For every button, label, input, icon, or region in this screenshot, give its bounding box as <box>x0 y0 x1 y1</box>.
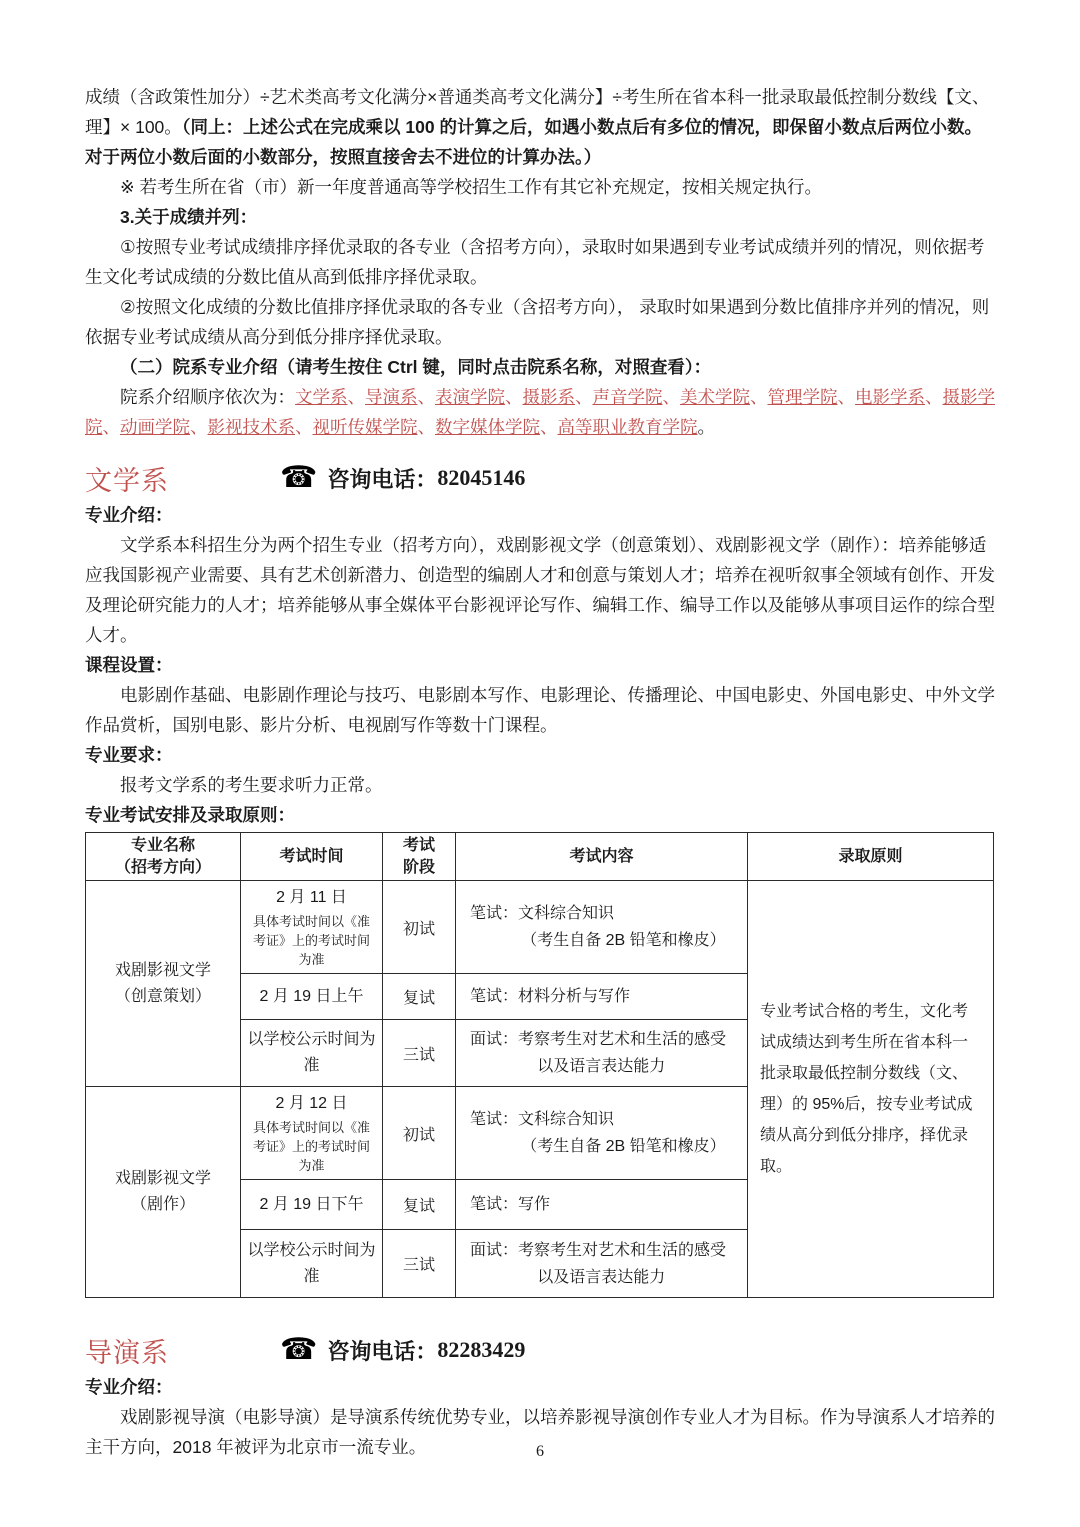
stage-cell: 复试 <box>383 1180 456 1230</box>
literature-requirement-heading: 专业要求： <box>85 745 173 765</box>
dept-link-14[interactable]: 高等职业教育学院 <box>557 417 698 437</box>
dept-link-separator: 、 <box>505 387 523 407</box>
literature-courses-text: 电影剧作基础、电影剧作理论与技巧、电影剧本写作、电影理论、传播理论、中国电影史、外国电影史、中外文学作品赏析，国别电影、影片分析、电视剧写作等数十门课程。 <box>85 685 995 735</box>
time-cell: 以学校公示时间为准 <box>241 1020 383 1087</box>
dept-link-separator: 、 <box>417 417 435 437</box>
page-number: 6 <box>536 1443 544 1460</box>
dept-link-separator: 、 <box>347 387 365 407</box>
dept-link-separator: 、 <box>295 417 313 437</box>
literature-requirement-text: 报考文学系的考生要求听力正常。 <box>120 775 383 795</box>
dept-link-4[interactable]: 摄影系 <box>522 387 575 407</box>
supplementary-note: ※ 若考生所在省（市）新一年度普通高等学校招生工作有其它补充规定，按相关规定执行。 <box>120 177 823 197</box>
telephone-icon: ☎ <box>280 1333 318 1366</box>
tie-score-point-1: ①按照专业考试成绩排序择优录取的各专业（含招考方向），录取时如果遇到专业考试成绩并列的情况，则依据考生文化考试成绩的分数比值从高到低排序择优录取。 <box>85 237 985 287</box>
content-cell: 面试：考察考生对艺术和生活的感受以及语言表达能力 <box>456 1020 748 1087</box>
dept-list-terminator: 。 <box>697 417 715 437</box>
formula-note-bold: （同上：上述公式在完成乘以 100 的计算之后，如遇小数点后有多位的情况，即保留小数点后两位小数。对于两位小数后面的小数部分，按照直接舍去不进位的计算办法。） <box>85 117 982 167</box>
directing-phone-number: 82283429 <box>437 1337 526 1362</box>
header-exam-stage: 考试 阶段 <box>383 833 456 881</box>
dept-link-separator: 、 <box>417 387 435 407</box>
dept-link-separator: 、 <box>540 417 558 437</box>
exam-arrangement-table <box>85 832 994 1298</box>
dept-link-7[interactable]: 管理学院 <box>767 387 838 407</box>
dept-link-9[interactable]: 摄影学院 <box>85 387 995 437</box>
header-admission-principle: 录取原则 <box>748 833 994 881</box>
literature-courses-heading: 课程设置： <box>85 655 173 675</box>
time-cell: 2 月 19 日上午 <box>241 974 383 1020</box>
dept-link-6[interactable]: 美术学院 <box>680 387 750 407</box>
literature-exam-heading: 专业考试安排及录取原则： <box>85 805 295 825</box>
dept-list-label: 院系介绍顺序依次为： <box>120 387 295 407</box>
content-cell: 笔试：材料分析与写作 <box>456 974 748 1020</box>
dept-link-separator: 、 <box>575 387 593 407</box>
time-cell: 2 月 12 日 具体考试时间以《准考证》上的考试时间为准 <box>241 1087 383 1180</box>
literature-phone-number: 82045146 <box>437 465 526 490</box>
table-header-row <box>86 833 994 881</box>
directing-dept-header <box>85 1328 995 1372</box>
stage-cell: 三试 <box>383 1230 456 1298</box>
literature-intro-text: 文学系本科招生分为两个招生专业（招考方向），戏剧影视文学（创意策划）、戏剧影视文学（剧作）：培养能够适应我国影视产业需要、具有艺术创新潜力、创造型的编剧人才和创意与策划人才；培养在视听叙事全领域有创作、开发及理论研究能力的人才；培养能够从事全媒体平台影视评论写作、编辑工作、编导工作以及能够从事项目运作的综合型人才。 <box>85 535 995 645</box>
stage-cell: 初试 <box>383 881 456 974</box>
table-row <box>86 881 994 974</box>
stage-cell: 初试 <box>383 1087 456 1180</box>
dept-link-8[interactable]: 电影学系 <box>855 387 925 407</box>
time-cell: 2 月 19 日下午 <box>241 1180 383 1230</box>
dept-link-5[interactable]: 声音学院 <box>592 387 663 407</box>
formula-text: 成绩（含政策性加分）÷艺术类高考文化满分×普通类高考文化满分】÷考生所在省本科一批录取最低控制分数线【文、理】× 100。 <box>85 87 990 137</box>
directing-dept-title: 导演系 <box>85 1337 169 1368</box>
dept-link-separator: 、 <box>102 417 120 437</box>
stage-cell: 三试 <box>383 1020 456 1087</box>
dept-link-11[interactable]: 影视技术系 <box>207 417 295 437</box>
literature-phone-label: 咨询电话： <box>327 466 438 492</box>
dept-link-separator: 、 <box>190 417 208 437</box>
directing-intro-text: 戏剧影视导演（电影导演）是导演系传统优势专业，以培养影视导演创作专业人才为目标。作为导演系人才培养的主干方向，2018 年被评为北京市一流专业。 <box>85 1407 995 1457</box>
tie-score-point-2: ②按照文化成绩的分数比值排序择优录取的各专业（含招考方向）， 录取时如果遇到分数比值排序并列的情况，则依据专业考试成绩从高分到低分排序择优录取。 <box>85 297 990 347</box>
dept-link-1[interactable]: 文学系 <box>295 387 348 407</box>
literature-intro-heading: 专业介绍： <box>85 505 173 525</box>
dept-link-separator: 、 <box>750 387 768 407</box>
directing-phone-label: 咨询电话： <box>327 1338 438 1364</box>
dept-link-2[interactable]: 导演系 <box>365 387 418 407</box>
tie-score-heading: 3.关于成绩并列： <box>120 207 258 227</box>
literature-dept-title: 文学系 <box>85 465 169 496</box>
program-cell-creative: 戏剧影视文学 （创意策划） <box>86 881 241 1087</box>
content-cell: 笔试：文科综合知识 （考生自备 2B 铅笔和橡皮） <box>456 881 748 974</box>
dept-link-12[interactable]: 视听传媒学院 <box>312 417 418 437</box>
directing-intro-heading: 专业介绍： <box>85 1377 173 1397</box>
content-cell: 笔试：文科综合知识 （考生自备 2B 铅笔和橡皮） <box>456 1087 748 1180</box>
dept-list-paragraph <box>85 382 995 442</box>
header-exam-time: 考试时间 <box>241 833 383 881</box>
dept-link-13[interactable]: 数字媒体学院 <box>435 417 540 437</box>
telephone-icon: ☎ <box>280 461 318 494</box>
dept-link-separator: 、 <box>925 387 943 407</box>
admission-principle-cell: 专业考试合格的考生，文化考试成绩达到考生所在省本科一批录取最低控制分数线（文、理）的 95%后，按专业考试成绩从高分到低分排序，择优录取。 <box>748 881 994 1298</box>
dept-link-3[interactable]: 表演学院 <box>435 387 505 407</box>
literature-dept-header <box>85 456 995 500</box>
header-exam-content: 考试内容 <box>456 833 748 881</box>
header-program: 专业名称 （招考方向） <box>86 833 241 881</box>
time-cell: 以学校公示时间为准 <box>241 1230 383 1298</box>
dept-link-separator: 、 <box>837 387 855 407</box>
dept-link-10[interactable]: 动画学院 <box>120 417 190 437</box>
section2-heading: （二）院系专业介绍（请考生按住 Ctrl 键，同时点击院系名称，对照查看）： <box>120 357 712 377</box>
dept-link-separator: 、 <box>662 387 680 407</box>
stage-cell: 复试 <box>383 974 456 1020</box>
content-cell: 面试：考察考生对艺术和生活的感受以及语言表达能力 <box>456 1230 748 1298</box>
content-cell: 笔试：写作 <box>456 1180 748 1230</box>
formula-paragraph <box>85 82 995 172</box>
program-cell-screenwriting: 戏剧影视文学 （剧作） <box>86 1087 241 1298</box>
time-cell: 2 月 11 日 具体考试时间以《准考证》上的考试时间为准 <box>241 881 383 974</box>
